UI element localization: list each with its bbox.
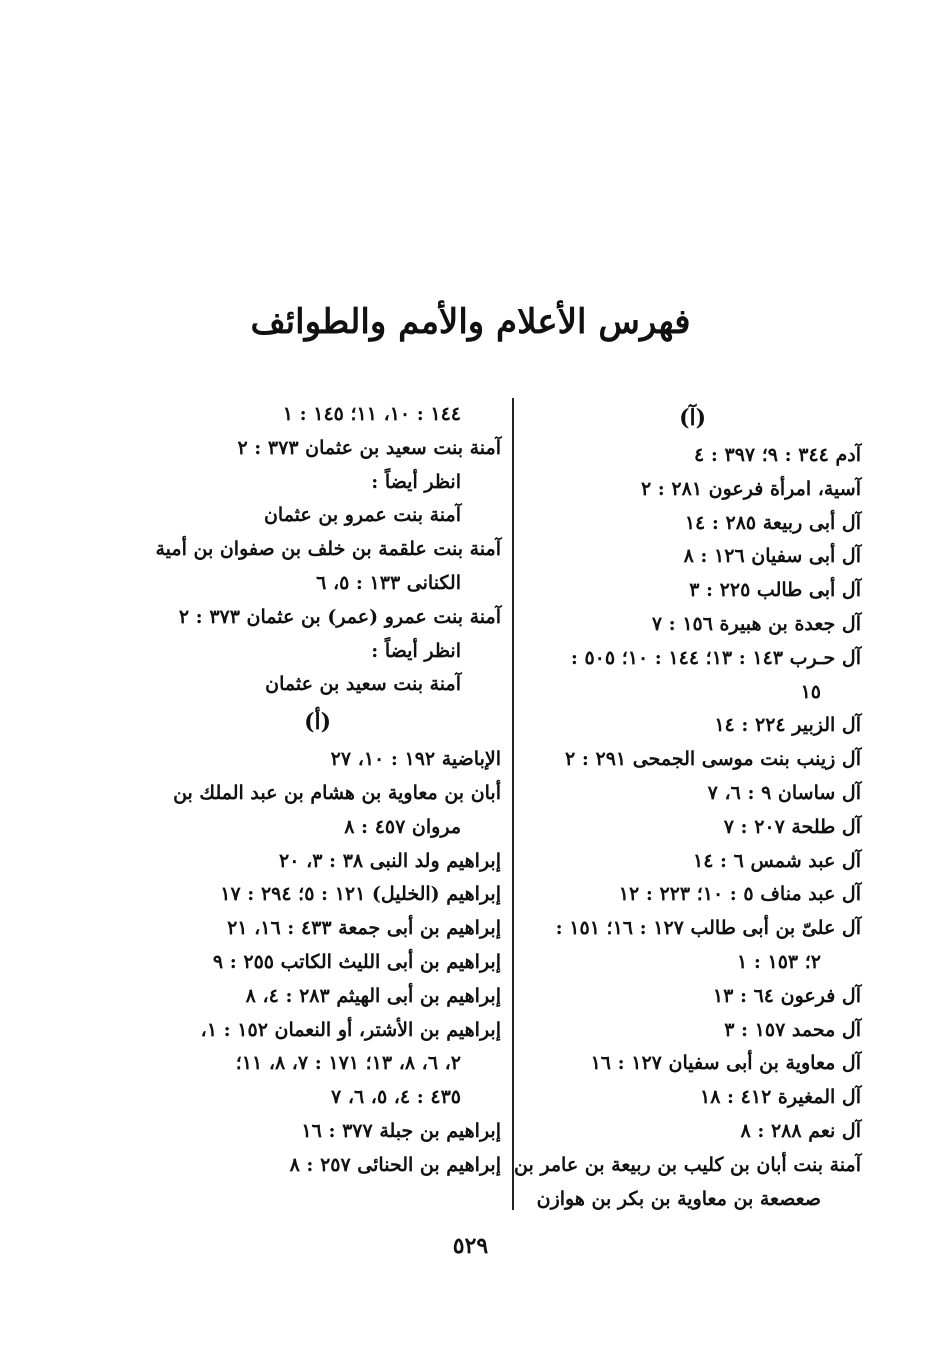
right-entries-list	[516, 439, 861, 1216]
index-entry: آل ساسان ٩ : ٦، ٧	[707, 781, 861, 804]
index-entry: ١٤٤ : ١٠، ١١؛ ١٤٥ : ١	[282, 403, 461, 425]
section-heading-alef-madda: (آ)	[679, 405, 706, 431]
index-column-left	[156, 398, 501, 1183]
index-entry: آسية، امرأة فرعون ٢٨١ : ٢	[640, 477, 861, 500]
index-entry: آل طلحة ٢٠٧ : ٧	[723, 815, 861, 838]
index-entry: إبراهيم ولد النبى ٣٨ : ٣، ٢٠	[279, 849, 501, 872]
index-entry: إبراهيم بن الأشتر، أو النعمان ١٥٢ : ١،	[200, 1018, 501, 1041]
index-entry: آل الزبير ٢٢٤ : ١٤	[714, 714, 861, 737]
index-entry: آل حـرب ١٤٣ : ١٣؛ ١٤٤ : ١٠؛ ٥٠٥ :	[570, 646, 861, 669]
index-entry: ٤٣٥ : ٤، ٥، ٦، ٧	[331, 1086, 461, 1109]
index-entry: آل محمد ١٥٧ : ٣	[724, 1018, 861, 1041]
index-entry: صعصعة بن معاوية بن بكر بن هوازن	[536, 1187, 821, 1210]
index-entry: الإباضية ١٩٢ : ١٠، ٢٧	[330, 748, 501, 771]
column-divider	[512, 398, 514, 1210]
index-entry: آل عبد مناف ٥ : ١٠؛ ٢٢٣ : ١٢	[618, 883, 861, 906]
index-entry: آل جعدة بن هبيرة ١٥٦ : ٧	[651, 612, 861, 635]
index-entry: آل زينب بنت موسى الجمحى ٢٩١ : ٢	[565, 748, 861, 771]
left-bottom-entries-list	[156, 743, 501, 1182]
index-entry: آل نعم ٢٨٨ : ٨	[740, 1119, 861, 1142]
index-entry: ٢؛ ١٥٣ : ١	[737, 950, 821, 973]
index-entry: أبان بن معاوية بن هشام بن عبد الملك بن	[173, 781, 501, 804]
index-entry: إبراهيم بن أبى الليث الكاتب ٢٥٥ : ٩	[212, 950, 501, 973]
index-entry: انظر أيضاً :	[371, 639, 461, 662]
index-entry: آل معاوية بن أبى سفيان ١٢٧ : ١٦	[590, 1052, 861, 1075]
index-entry: آمنة بنت أبان بن كليب بن ربيعة بن عامر بن	[514, 1153, 861, 1176]
index-entry: آمنة بنت سعيد بن عثمان ٣٧٣ : ٢	[237, 436, 501, 459]
index-entry: ٢، ٦، ٨، ١٣؛ ١٧١ : ٧، ٨، ١١؛	[235, 1052, 461, 1075]
index-entry: آمنة بنت عمرو (عمر) بن عثمان ٣٧٣ : ٢	[178, 605, 501, 628]
index-entry: آمنة بنت سعيد بن عثمان	[265, 673, 461, 696]
index-entry: مروان ٤٥٧ : ٨	[344, 815, 461, 838]
index-entry: الكنانى ١٣٣ : ٥، ٦	[316, 571, 461, 594]
index-entry: انظر أيضاً :	[371, 470, 461, 493]
index-entry: آل أبى ربيعة ٢٨٥ : ١٤	[684, 511, 861, 534]
index-entry: آل أبى سفيان ١٢٦ : ٨	[683, 545, 861, 568]
section-heading-alef-hamza: (أ)	[304, 709, 331, 736]
index-entry: إبراهيم بن أبى الهيثم ٢٨٣ : ٤، ٨	[245, 984, 501, 1007]
index-entry: إبراهيم بن الحنائى ٢٥٧ : ٨	[289, 1153, 501, 1176]
index-entry: آل علىّ بن أبى طالب ١٢٧ : ١٦؛ ١٥١ :	[555, 917, 861, 940]
index-entry: آل المغيرة ٤١٢ : ١٨	[700, 1086, 861, 1109]
index-entry: آمنة بنت علقمة بن خلف بن صفوان بن أمية	[155, 538, 501, 561]
index-entry: ١٥	[800, 680, 821, 703]
index-entry: آل عبد شمس ٦ : ١٤	[693, 849, 861, 872]
index-entry: إبراهيم بن جبلة ٣٧٧ : ١٦	[301, 1119, 501, 1142]
index-entry: آمنة بنت عمرو بن عثمان	[263, 504, 461, 527]
index-entry: آل فرعون ٦٤ : ١٣	[712, 984, 861, 1007]
index-entry: إبراهيم بن أبى جمعة ٤٣٣ : ١٦، ٢١	[227, 917, 501, 940]
left-top-entries-list	[156, 398, 501, 702]
index-column-right	[516, 398, 861, 1216]
page-number: ٥٢٩	[452, 1233, 489, 1259]
index-entry: آل أبى طالب ٢٢٥ : ٣	[689, 579, 861, 602]
index-entry: إبراهيم (الخليل) ١٢١ : ٥؛ ٢٩٤ : ١٧	[220, 883, 501, 906]
page-title: فهرس الأعلام والأمم والطوائف	[250, 302, 691, 342]
index-entry: آدم ٣٤٤ : ٩؛ ٣٩٧ : ٤	[694, 444, 861, 466]
